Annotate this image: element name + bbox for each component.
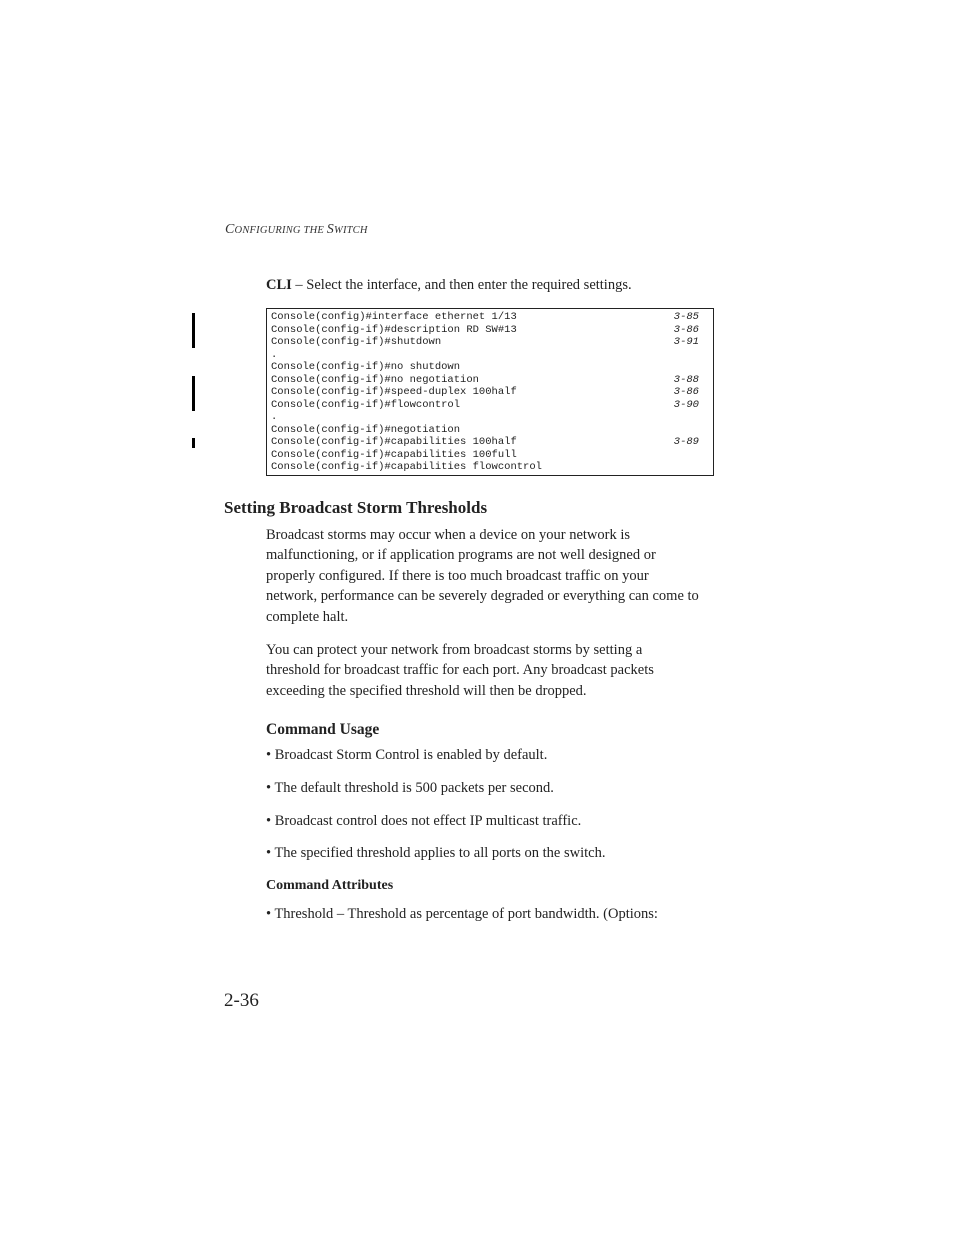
code-line: [271, 374, 699, 387]
code-command: Console(config-if)#shutdown: [271, 336, 442, 348]
code-line: [271, 386, 699, 399]
running-header: [225, 222, 368, 238]
section-paragraph-2: [266, 640, 718, 701]
command-usage-bullet: • The default threshold is 500 packets per second.: [266, 780, 554, 796]
running-header-initial-2: S: [326, 222, 334, 237]
code-command: Console(config-if)#capabilities flowcontrol: [271, 461, 542, 473]
cli-intro: [266, 277, 632, 294]
page-number: 2-36: [224, 990, 259, 1011]
paragraph-line: threshold for broadcast traffic for each port. Any broadcast packets: [266, 662, 654, 679]
code-page-ref: 3-89: [673, 436, 699, 448]
paragraph-line: malfunctioning, or if application programs are not well designed or: [266, 547, 656, 564]
code-command: Console(config-if)#description RD SW#13: [271, 323, 517, 336]
paragraph-line: properly configured. If there is too much broadcast traffic on your: [266, 567, 649, 584]
paragraph-line: Broadcast storms may occur when a device on your network is: [266, 527, 631, 543]
section-paragraph-1: [266, 525, 718, 627]
paragraph-line: complete halt.: [266, 608, 349, 625]
change-bar: [192, 438, 195, 448]
cli-intro-text: – Select the interface, and then enter the required settings.: [291, 277, 632, 293]
command-usage-bullet: • The specified threshold applies to all ports on the switch.: [266, 845, 606, 861]
code-command: Console(config-if)#capabilities 100full: [271, 448, 517, 461]
paragraph-line: You can protect your network from broadcast storms by setting a: [266, 642, 643, 658]
code-line: [271, 424, 699, 437]
command-usage-bullet: • Broadcast Storm Control is enabled by default.: [266, 747, 548, 763]
cli-label: CLI: [266, 277, 292, 293]
paragraph-line: exceeding the specified threshold will then be dropped.: [266, 682, 587, 699]
code-page-ref: 3-88: [673, 373, 699, 386]
code-line: [271, 361, 699, 374]
code-command: Console(config-if)#no negotiation: [271, 373, 479, 386]
code-command: Console(config-if)#speed-duplex 100half: [271, 386, 517, 398]
code-command: .: [271, 411, 278, 423]
code-line: [271, 399, 699, 412]
code-command: Console(config-if)#no shutdown: [271, 361, 461, 373]
running-header-text-2: WITCH: [334, 225, 368, 236]
code-command: Console(config-if)#capabilities 100half: [271, 436, 517, 448]
code-page-ref: 3-85: [673, 311, 699, 323]
code-line: [271, 436, 699, 449]
code-line: [271, 449, 699, 462]
code-page-ref: 3-86: [673, 323, 699, 336]
change-bar: [192, 376, 195, 411]
running-header-initial: C: [225, 222, 235, 237]
command-usage-heading: Command Usage: [266, 721, 380, 738]
paragraph-line: network, performance can be severely degraded or everything can come to: [266, 588, 699, 605]
code-page-ref: 3-91: [673, 336, 699, 348]
code-page-ref: 3-90: [673, 398, 699, 411]
section-title: Setting Broadcast Storm Thresholds: [224, 498, 488, 517]
code-line: [271, 461, 699, 474]
code-command: Console(config)#interface ethernet 1/13: [271, 311, 517, 323]
code-command: Console(config-if)#negotiation: [271, 423, 461, 436]
code-line: [271, 336, 699, 349]
code-line: [271, 324, 699, 337]
code-line: [271, 411, 699, 424]
change-bar: [192, 313, 195, 348]
cli-code-block: [266, 308, 714, 476]
running-header-text: ONFIGURING THE: [234, 225, 327, 236]
code-page-ref: 3-86: [673, 386, 699, 398]
code-command: .: [271, 348, 278, 361]
code-line: [271, 349, 699, 362]
command-attributes-heading: Command Attributes: [266, 878, 394, 893]
command-usage-bullet: • Broadcast control does not effect IP multicast traffic.: [266, 813, 582, 829]
code-line: [271, 311, 699, 324]
code-command: Console(config-if)#flowcontrol: [271, 398, 461, 411]
command-attributes-bullet: • Threshold – Threshold as percentage of port bandwidth. (Options:: [266, 906, 658, 922]
